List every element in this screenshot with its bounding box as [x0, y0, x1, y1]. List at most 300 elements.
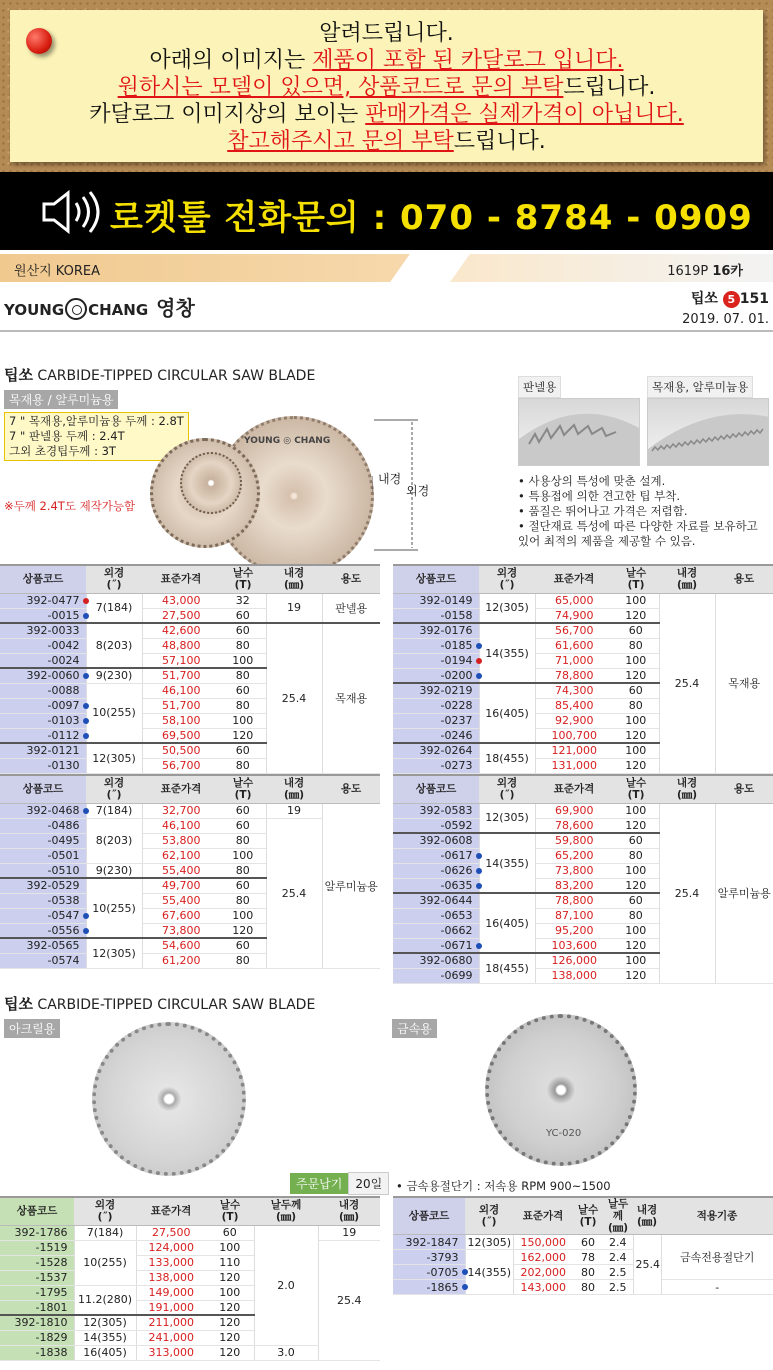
- product-code: -0112: [0, 728, 86, 743]
- spec-line-2: 7 " 판넬용 두께 : 2.4T: [9, 429, 125, 443]
- standard-price: 59,800: [535, 833, 613, 848]
- standard-price: 56,700: [535, 623, 613, 638]
- th-thick-t: 날두께: [270, 1199, 302, 1212]
- outer-diameter: 12(305): [479, 803, 535, 833]
- table-row: [0, 593, 380, 608]
- teeth-count: 100: [220, 713, 266, 728]
- standard-price: 27,500: [136, 1225, 206, 1240]
- bore-diameter: 19: [318, 1225, 380, 1240]
- teeth-count: 60: [220, 818, 266, 833]
- teeth-count: 100: [220, 653, 266, 668]
- teeth-count: 100: [613, 653, 659, 668]
- notice-title: 알려드립니다.: [319, 21, 454, 46]
- applicable-machine: 금속전용절단기: [661, 1235, 773, 1280]
- product-code: -0200: [393, 668, 479, 683]
- th-teeth: [220, 565, 266, 593]
- teeth-count: 80: [573, 1265, 603, 1280]
- teeth-count: 60: [613, 623, 659, 638]
- standard-price: 27,500: [142, 608, 220, 623]
- product-code: -0671: [393, 938, 479, 953]
- section2-title-en: CARBIDE-TIPPED CIRCULAR SAW BLADE: [32, 997, 316, 1013]
- th-outer-t: 외경: [478, 1204, 500, 1216]
- th-teeth: [613, 775, 659, 803]
- standard-price: 78,800: [535, 668, 613, 683]
- product-code: 392-0608: [393, 833, 479, 848]
- product-code: -0699: [393, 968, 479, 983]
- thumb-panel-label: 판넬용: [518, 376, 561, 398]
- category-label: [691, 288, 769, 308]
- bore-diameter: 25.4: [633, 1235, 661, 1295]
- blade-thickness: 2.4: [603, 1250, 633, 1265]
- notice-line-2a: 아래의 이미지는: [149, 48, 313, 73]
- standard-price: 131,000: [535, 758, 613, 773]
- bore-diameter: 19: [266, 593, 322, 623]
- outer-diameter: 16(405): [74, 1345, 136, 1360]
- thumb-wood-image: [647, 398, 769, 466]
- product-code: -0495: [0, 833, 86, 848]
- table-wood-1: [0, 564, 380, 774]
- th-bore-u: (㎜): [676, 579, 698, 592]
- standard-price: 55,400: [142, 863, 220, 878]
- teeth-count: 80: [220, 668, 266, 683]
- feature-list: [518, 474, 758, 549]
- th-bore-t: 내경: [676, 777, 698, 790]
- blade-thickness: 3.0: [254, 1345, 318, 1360]
- table-row: [0, 1240, 380, 1255]
- outer-diameter: 12(305): [479, 593, 535, 623]
- table-row: [393, 593, 773, 608]
- th-teeth: [613, 565, 659, 593]
- standard-price: 74,900: [535, 608, 613, 623]
- product-code: -1801: [0, 1300, 74, 1315]
- product-code: 392-0583: [393, 803, 479, 818]
- thumb-wood-label: 목재용, 알루미늄용: [647, 376, 753, 398]
- table-row: [0, 803, 380, 818]
- standard-price: 58,100: [142, 713, 220, 728]
- blade-image-tiny: [180, 452, 242, 514]
- product-code: 392-0176: [393, 623, 479, 638]
- product-code: -1528: [0, 1255, 74, 1270]
- th-thick-t: 날두께: [607, 1198, 629, 1222]
- product-code: -0501: [0, 848, 86, 863]
- teeth-count: 110: [206, 1255, 254, 1270]
- th-teeth-u: (T): [221, 1211, 239, 1224]
- product-code: -1519: [0, 1240, 74, 1255]
- table-wood-2: [393, 564, 773, 774]
- usage: 판넬용: [322, 593, 380, 623]
- speaker-icon: [40, 189, 104, 235]
- notice-line-3b: 드립니다.: [563, 75, 656, 100]
- standard-price: 126,000: [535, 953, 613, 968]
- section1-tag: 목재용 / 알루미늄용: [4, 390, 118, 409]
- th-teeth-u: (T): [627, 579, 645, 592]
- table-row: [0, 623, 380, 638]
- spec-line-1: 7 " 목재용,알루미늄용 두께 : 2.8T: [9, 414, 184, 428]
- usage: 알루미늄용: [322, 803, 380, 968]
- product-code: 392-0060: [0, 668, 86, 683]
- table-metal: [393, 1196, 773, 1295]
- th-teeth-u: (T): [627, 789, 645, 802]
- product-code: -0626: [393, 863, 479, 878]
- notice-line-3a: 원하시는 모델이 있으면, 상품코드로 문의 부탁: [117, 75, 564, 100]
- metal-rpm-note: • 금속용절단기 : 저속용 RPM 900~1500: [396, 1179, 611, 1193]
- feature-3: • 품질은 뛰어나고 가격은 저렴함.: [518, 504, 688, 518]
- th-outer-u: (˝): [499, 789, 515, 802]
- th-use: 용도: [322, 775, 380, 803]
- teeth-count: 60: [613, 833, 659, 848]
- product-code: 392-0644: [393, 893, 479, 908]
- standard-price: 138,000: [535, 968, 613, 983]
- th-bore-u: (㎜): [676, 789, 698, 802]
- outer-diameter: 11.2(280): [74, 1285, 136, 1315]
- th-teeth-u: (T): [234, 789, 252, 802]
- blade-thickness: 2.4: [603, 1235, 633, 1250]
- product-code: -0662: [393, 923, 479, 938]
- th-outer: [479, 775, 535, 803]
- table-row: [393, 803, 773, 818]
- th-bore-t: 내경: [636, 1204, 658, 1216]
- standard-price: 62,100: [142, 848, 220, 863]
- bore-diameter: 25.4: [318, 1240, 380, 1360]
- th-code: 상품코드: [393, 1197, 465, 1235]
- th-bore-t: 내경: [676, 567, 698, 580]
- th-price: 표준가격: [535, 565, 613, 593]
- product-code: 392-1810: [0, 1315, 74, 1330]
- outer-diameter: 14(355): [74, 1330, 136, 1345]
- th-code: 상품코드: [0, 1197, 74, 1225]
- th-price: 표준가격: [513, 1197, 573, 1235]
- table-aluminum-1: [0, 774, 380, 969]
- th-teeth: [220, 775, 266, 803]
- product-code: -0158: [393, 608, 479, 623]
- th-teeth-t: 날수: [219, 1199, 241, 1212]
- product-code: -3793: [393, 1250, 465, 1265]
- outer-diameter: 10(255): [86, 878, 142, 938]
- teeth-count: 120: [613, 608, 659, 623]
- notice-line-5a: 참고해주시고 문의 부탁: [227, 129, 454, 154]
- thickness-spec-box: [4, 412, 189, 461]
- th-bore-u: (㎜): [636, 1216, 658, 1228]
- section1-title: [4, 364, 315, 385]
- standard-price: 61,200: [142, 953, 220, 968]
- order-leadtime: [290, 1172, 389, 1195]
- product-code: -0103: [0, 713, 86, 728]
- outer-diameter: 9(230): [86, 668, 142, 683]
- section1-title-kr: 팁쏘: [4, 366, 33, 384]
- product-code: -0547: [0, 908, 86, 923]
- teeth-count: 120: [206, 1270, 254, 1285]
- notice-line-5b: 드립니다.: [453, 129, 546, 154]
- brand-emblem-icon: [65, 298, 87, 320]
- outer-diameter: 18(455): [479, 743, 535, 773]
- standard-price: 138,000: [136, 1270, 206, 1285]
- teeth-count: 100: [613, 743, 659, 758]
- th-thick-u: (㎜): [275, 1211, 297, 1224]
- standard-price: 191,000: [136, 1300, 206, 1315]
- product-code: 392-0680: [393, 953, 479, 968]
- feature-4: • 절단재료 특성에 따른 다양한 자료를 보유하고: [518, 519, 758, 533]
- teeth-count: 120: [613, 938, 659, 953]
- product-code: -0228: [393, 698, 479, 713]
- product-code: -0194: [393, 653, 479, 668]
- teeth-count: 100: [613, 713, 659, 728]
- outer-diameter: 7(184): [86, 803, 142, 818]
- th-bore: [266, 565, 322, 593]
- standard-price: 46,100: [142, 683, 220, 698]
- th-outer-t: 외경: [94, 1199, 116, 1212]
- th-code: 상품코드: [393, 775, 479, 803]
- teeth-count: 120: [220, 923, 266, 938]
- th-code: 상품코드: [0, 565, 86, 593]
- table-row: [0, 1225, 380, 1240]
- product-code: -1838: [0, 1345, 74, 1360]
- bore-diameter: 25.4: [659, 803, 715, 983]
- standard-price: 83,200: [535, 878, 613, 893]
- th-use: 용도: [715, 565, 773, 593]
- outer-diameter: 10(255): [86, 683, 142, 743]
- th-teeth-t: 날수: [625, 567, 647, 580]
- page-reference: [667, 260, 743, 279]
- outer-diameter: 10(255): [74, 1240, 136, 1285]
- outer-diameter: 16(405): [479, 893, 535, 953]
- th-code: 상품코드: [0, 775, 86, 803]
- th-price: 표준가격: [142, 565, 220, 593]
- standard-price: 53,800: [142, 833, 220, 848]
- teeth-count: 100: [206, 1240, 254, 1255]
- product-code: -0538: [0, 893, 86, 908]
- blade-logo-text: YOUNG ◎ CHANG: [244, 436, 331, 446]
- brand-en-b: CHANG: [88, 301, 149, 319]
- teeth-count: 60: [613, 683, 659, 698]
- standard-price: 32,700: [142, 803, 220, 818]
- usage: 목재용: [715, 593, 773, 773]
- teeth-count: 80: [220, 833, 266, 848]
- standard-price: 46,100: [142, 818, 220, 833]
- tag-acryl: 아크릴용: [4, 1019, 60, 1038]
- feature-1: • 사용상의 특성에 맞춘 설계.: [518, 474, 666, 488]
- product-code: 392-0264: [393, 743, 479, 758]
- teeth-count: 120: [613, 758, 659, 773]
- standard-price: 51,700: [142, 698, 220, 713]
- th-bore: [318, 1197, 380, 1225]
- product-code: 392-0219: [393, 683, 479, 698]
- th-price: 표준가격: [136, 1197, 206, 1225]
- push-pin-icon: [26, 28, 52, 54]
- teeth-count: 60: [613, 893, 659, 908]
- notice-line-5: [10, 128, 763, 155]
- teeth-count: 100: [613, 953, 659, 968]
- standard-price: 149,000: [136, 1285, 206, 1300]
- notice-line-4: [10, 101, 763, 128]
- th-teeth-t: 날수: [577, 1204, 599, 1216]
- order-label: 주문납기: [290, 1173, 348, 1194]
- product-code: -0185: [393, 638, 479, 653]
- th-outer: [74, 1197, 136, 1225]
- product-code: -0556: [0, 923, 86, 938]
- phone-text: 로켓툴 전화문의 : 070 - 8784 - 0909: [110, 198, 753, 238]
- section1-title-en: CARBIDE-TIPPED CIRCULAR SAW BLADE: [32, 368, 316, 384]
- th-teeth-t: 날수: [232, 567, 254, 580]
- th-bore-u: (㎜): [338, 1211, 360, 1224]
- notice-line-3: [10, 74, 763, 101]
- teeth-count: 32: [220, 593, 266, 608]
- th-standard: 적용기종: [661, 1197, 773, 1235]
- teeth-count: 80: [613, 638, 659, 653]
- blade-thickness: 2.5: [603, 1280, 633, 1295]
- th-teeth-t: 날수: [625, 777, 647, 790]
- standard-price: 103,600: [535, 938, 613, 953]
- th-outer-u: (˝): [97, 1211, 113, 1224]
- tag-metal: 금속용: [392, 1019, 437, 1038]
- product-code: -0486: [0, 818, 86, 833]
- teeth-count: 60: [206, 1225, 254, 1240]
- th-bore: [266, 775, 322, 803]
- category-page: 151: [739, 291, 769, 307]
- th-outer: [86, 565, 142, 593]
- outer-diameter: 12(305): [465, 1235, 513, 1250]
- th-outer: [465, 1197, 513, 1235]
- outer-diameter: 9(230): [86, 863, 142, 878]
- teeth-count: 100: [220, 848, 266, 863]
- teeth-count: 80: [573, 1280, 603, 1295]
- teeth-count: 60: [220, 878, 266, 893]
- product-code: -0653: [393, 908, 479, 923]
- th-bore-u: (㎜): [283, 579, 305, 592]
- teeth-count: 60: [573, 1235, 603, 1250]
- th-bore-u: (㎜): [283, 789, 305, 802]
- product-code: -1865: [393, 1280, 465, 1295]
- outer-diameter: 14(355): [479, 833, 535, 893]
- th-outer-u: (˝): [481, 1216, 497, 1228]
- usage: 목재용: [322, 623, 380, 773]
- standard-price: 87,100: [535, 908, 613, 923]
- teeth-count: 100: [206, 1285, 254, 1300]
- teeth-count: 60: [220, 743, 266, 758]
- th-outer-u: (˝): [106, 789, 122, 802]
- standard-price: 54,600: [142, 938, 220, 953]
- th-thick: [254, 1197, 318, 1225]
- header-divider: [0, 330, 773, 332]
- outer-diameter: 8(203): [86, 818, 142, 863]
- teeth-count: 100: [613, 593, 659, 608]
- teeth-count: 120: [206, 1300, 254, 1315]
- th-outer: [479, 565, 535, 593]
- teeth-count: 80: [220, 863, 266, 878]
- th-code: 상품코드: [393, 565, 479, 593]
- brand-en-a: YOUNG: [4, 301, 65, 319]
- product-code: -0510: [0, 863, 86, 878]
- product-code: -0237: [393, 713, 479, 728]
- standard-price: 74,300: [535, 683, 613, 698]
- outer-diameter: 7(184): [74, 1225, 136, 1240]
- applicable-machine: -: [661, 1280, 773, 1295]
- catalog-date: 2019. 07. 01.: [682, 312, 769, 327]
- th-outer-t: 외경: [103, 777, 125, 790]
- teeth-count: 60: [220, 623, 266, 638]
- table-aluminum-2: [393, 774, 773, 984]
- th-teeth: [573, 1197, 603, 1235]
- product-code: -0088: [0, 683, 86, 698]
- product-code: 392-1847: [393, 1235, 465, 1250]
- teeth-count: 100: [613, 803, 659, 818]
- th-price: 표준가격: [142, 775, 220, 803]
- th-bore: [633, 1197, 661, 1235]
- standard-price: 211,000: [136, 1315, 206, 1330]
- origin-band: [0, 254, 773, 282]
- teeth-count: 120: [613, 668, 659, 683]
- product-code: 392-0477: [0, 593, 86, 608]
- product-code: -0574: [0, 953, 86, 968]
- feature-2: • 특용접에 의한 견고한 팁 부착.: [518, 489, 681, 503]
- standard-price: 42,600: [142, 623, 220, 638]
- th-teeth-u: (T): [579, 1216, 597, 1228]
- standard-price: 51,700: [142, 668, 220, 683]
- teeth-count: 60: [220, 683, 266, 698]
- standard-price: 100,700: [535, 728, 613, 743]
- th-bore-t: 내경: [283, 567, 305, 580]
- th-teeth-t: 날수: [232, 777, 254, 790]
- th-bore-t: 내경: [338, 1199, 360, 1212]
- teeth-count: 80: [613, 698, 659, 713]
- brand-logo: [4, 292, 195, 321]
- product-code: 392-0033: [0, 623, 86, 638]
- product-code: 392-1786: [0, 1225, 74, 1240]
- standard-price: 73,800: [535, 863, 613, 878]
- standard-price: 124,000: [136, 1240, 206, 1255]
- product-code: 392-0565: [0, 938, 86, 953]
- notice-note: [10, 10, 763, 162]
- notice-line-2b: 제품이 포함 된 카달로그 입니다.: [312, 48, 624, 73]
- thickness-note: ※두께 2.4T도 제작가능함: [4, 499, 136, 513]
- page-ref-b: 16카: [712, 264, 743, 279]
- standard-price: 78,800: [535, 893, 613, 908]
- teeth-count: 100: [613, 863, 659, 878]
- dim-outer-label: 외경: [406, 484, 430, 498]
- page-ref-a: 1619P: [667, 264, 709, 279]
- th-thick-u: (㎜): [607, 1222, 629, 1234]
- standard-price: 133,000: [136, 1255, 206, 1270]
- outer-diameter: 8(203): [86, 623, 142, 668]
- origin-label: 원산지 KOREA: [14, 264, 100, 279]
- outer-diameter: 12(305): [86, 743, 142, 773]
- table-row: [393, 1280, 773, 1295]
- spec-line-3: 그외 초경팁두께 : 3T: [9, 444, 116, 458]
- product-code: -0097: [0, 698, 86, 713]
- feature-5: 있어 최적의 제품을 제공할 수 있음.: [518, 534, 696, 548]
- teeth-count: 80: [220, 638, 266, 653]
- standard-price: 56,700: [142, 758, 220, 773]
- th-outer-t: 외경: [496, 777, 518, 790]
- product-code: -0024: [0, 653, 86, 668]
- th-use: 용도: [715, 775, 773, 803]
- standard-price: 73,800: [142, 923, 220, 938]
- standard-price: 78,600: [535, 818, 613, 833]
- teeth-count: 80: [613, 908, 659, 923]
- product-code: -0635: [393, 878, 479, 893]
- standard-price: 50,500: [142, 743, 220, 758]
- teeth-count: 60: [220, 938, 266, 953]
- bore-diameter: 25.4: [266, 818, 322, 968]
- teeth-count: 80: [220, 893, 266, 908]
- standard-price: 241,000: [136, 1330, 206, 1345]
- th-thick: [603, 1197, 633, 1235]
- standard-price: 49,700: [142, 878, 220, 893]
- outer-diameter: 14(355): [479, 623, 535, 683]
- th-outer-t: 외경: [496, 567, 518, 580]
- table-acryl: [0, 1196, 380, 1361]
- standard-price: 71,000: [535, 653, 613, 668]
- th-outer: [86, 775, 142, 803]
